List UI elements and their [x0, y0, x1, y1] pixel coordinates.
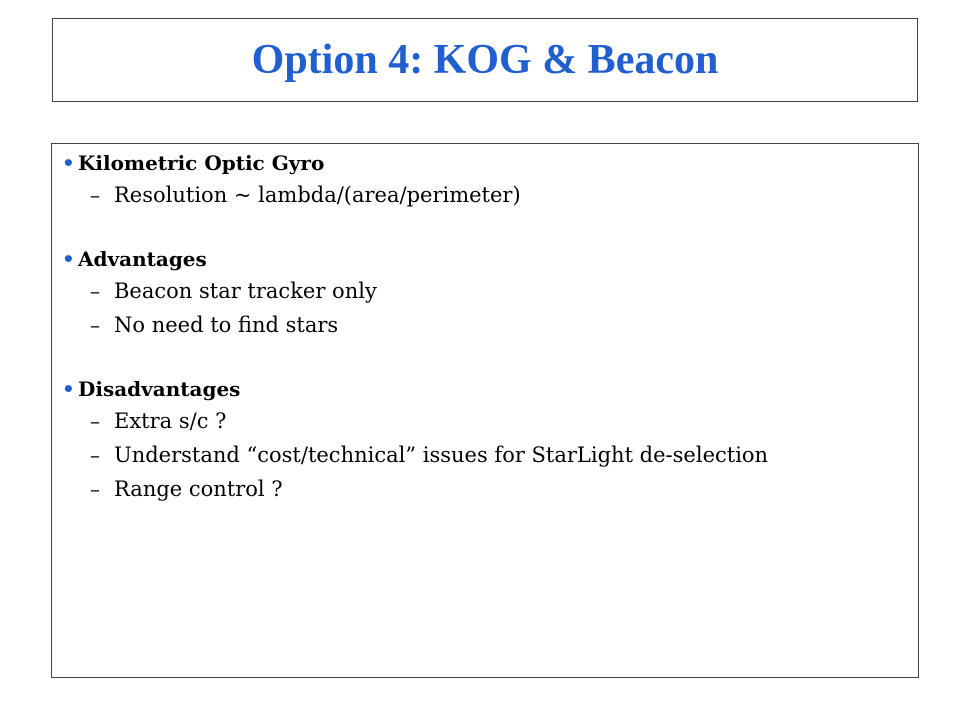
sub-item-text: Beacon star tracker only	[114, 279, 377, 303]
sub-item	[62, 178, 908, 212]
content-box	[51, 143, 919, 678]
bullet-dot-icon: •	[62, 151, 75, 175]
dash-icon: –	[90, 477, 100, 501]
title-box	[52, 18, 918, 102]
dash-icon: –	[90, 313, 100, 337]
sub-item-text: Resolution ~ lambda/(area/perimeter)	[114, 183, 521, 207]
bullet-heading: Kilometric Optic Gyro	[78, 151, 325, 175]
bullet-heading: Advantages	[78, 247, 207, 271]
bullet-dot-icon: •	[62, 247, 75, 271]
dash-icon: –	[90, 183, 100, 207]
sub-item	[62, 438, 908, 472]
sub-item	[62, 404, 908, 438]
dash-icon: –	[90, 279, 100, 303]
bullet-dot-icon: •	[62, 377, 75, 401]
bullet-heading: Disadvantages	[78, 377, 241, 401]
bullet-kog	[62, 150, 908, 212]
slide-title: Option 4: KOG & Beacon	[251, 37, 719, 83]
bullet-advantages	[62, 246, 908, 342]
sub-item-text: Extra s/c ?	[114, 409, 227, 433]
sub-item	[62, 308, 908, 342]
sub-item-text: No need to find stars	[114, 313, 339, 337]
dash-icon: –	[90, 409, 100, 433]
sub-item-text: Understand “cost/technical” issues for StarLight de-selection	[114, 443, 769, 467]
dash-icon: –	[90, 443, 100, 467]
sub-item-text: Range control ?	[114, 477, 283, 501]
sub-item	[62, 472, 908, 506]
bullet-disadvantages	[62, 376, 908, 506]
bullet-list	[62, 150, 908, 540]
sub-item	[62, 274, 908, 308]
